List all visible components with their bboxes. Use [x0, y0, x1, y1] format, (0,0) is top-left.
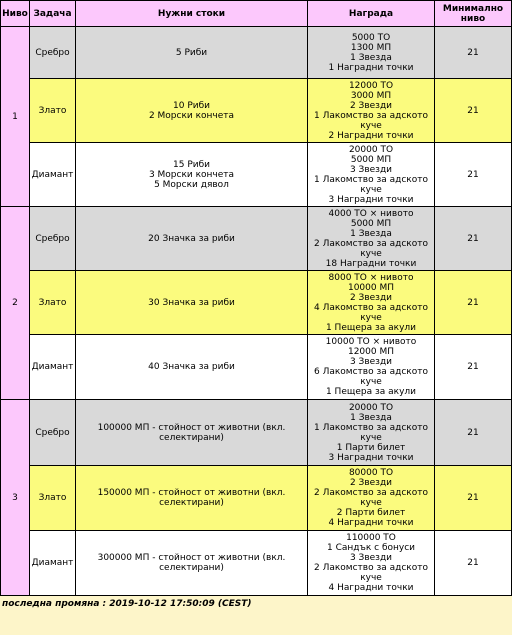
table-row [1, 271, 512, 335]
reward-line: 1 Звезда [350, 52, 392, 63]
reward-line: 12000 ТО [348, 80, 394, 91]
min-level-cell: 21 [435, 335, 512, 400]
header-task: Задача [30, 1, 76, 27]
reward-line: 80000 ТО [348, 468, 394, 478]
min-level-cell: 21 [435, 531, 512, 596]
task-cell: Злато [30, 271, 76, 335]
reward-line: 2 Лакомство за адското куче [313, 238, 428, 259]
reward-line: 6 Лакомство за адското куче [313, 367, 428, 387]
min-level-cell: 21 [435, 143, 512, 207]
reward-line: 1 Звезда [350, 412, 392, 423]
reward-cell [308, 143, 435, 207]
required-cell [76, 335, 308, 400]
reward-line: 2 Лакомство за адското куче [313, 563, 428, 583]
level-cell: 2 [1, 207, 30, 400]
table-row [1, 79, 512, 143]
min-level-cell: 21 [435, 207, 512, 271]
required-cell [76, 531, 308, 596]
task-cell: Диамант [30, 143, 76, 207]
table-row [1, 207, 512, 271]
reward-line: 2 Наградни точки [328, 130, 414, 141]
last-modified-footer: последна промяна : 2019-10-12 17:50:09 (CEST) [2, 599, 252, 609]
required-cell [76, 466, 308, 531]
reward-line: 10000 МП [347, 282, 395, 293]
task-cell: Злато [30, 79, 76, 143]
reward-line: 12000 МП [347, 347, 395, 357]
reward-line: 1 Лакомство за адското куче [313, 174, 428, 195]
reward-line: 4000 ТО × нивото [328, 208, 414, 219]
reward-cell [308, 207, 435, 271]
required-line: 20 Значка за риби [148, 233, 235, 244]
required-line: 40 Значка за риби [148, 362, 235, 372]
required-line: 5 Морски дявол [154, 179, 229, 190]
required-line: 10 Риби [173, 100, 210, 111]
reward-line: 20000 ТО [348, 402, 394, 413]
required-line: 5 Риби [175, 47, 208, 58]
reward-line: 1 Парти билет [336, 442, 406, 453]
reward-line: 18 Наградни точки [325, 258, 417, 269]
required-line: 300000 МП - стойност от животни (вкл. селектирани) [97, 553, 286, 573]
task-cell: Диамант [30, 531, 76, 596]
task-cell: Сребро [30, 27, 76, 79]
reward-line: 5000 МП [350, 154, 392, 165]
reward-line: 2 Звезди [349, 100, 393, 111]
reward-line: 3 Звезди [349, 553, 393, 563]
reward-line: 4 Лакомство за адското куче [313, 302, 428, 323]
table-row [1, 466, 512, 531]
required-cell [76, 207, 308, 271]
table-row [1, 400, 512, 466]
level-cell: 1 [1, 27, 30, 207]
header-row [1, 1, 512, 27]
reward-line: 1 Звезда [350, 228, 392, 239]
required-cell [76, 79, 308, 143]
task-cell: Сребро [30, 207, 76, 271]
task-cell: Злато [30, 466, 76, 531]
reward-line: 3 Звезди [349, 164, 393, 175]
reward-line: 3 Наградни точки [328, 194, 414, 205]
required-line: 100000 МП - стойност от животни (вкл. селектирани) [97, 422, 286, 443]
task-cell: Сребро [30, 400, 76, 466]
level-cell: 3 [1, 400, 30, 596]
reward-line: 5000 ТО [351, 32, 391, 43]
reward-cell [308, 531, 435, 596]
reward-line: 4 Наградни точки [328, 518, 414, 528]
reward-cell [308, 400, 435, 466]
reward-line: 5000 МП [350, 218, 392, 229]
reward-cell [308, 466, 435, 531]
reward-line: 2 Парти билет [336, 508, 406, 518]
required-line: 3 Морски кончета [148, 169, 235, 180]
reward-line: 110000 ТО [346, 533, 396, 543]
min-level-cell: 21 [435, 271, 512, 335]
reward-line: 1 Сандък с бонуси [326, 543, 416, 553]
reward-cell [308, 271, 435, 335]
required-line: 150000 МП - стойност от животни (вкл. селектирани) [97, 488, 286, 508]
reward-line: 3000 МП [350, 90, 392, 101]
reward-line: 8000 ТО × нивото [328, 272, 414, 283]
reward-line: 3 Наградни точки [328, 452, 414, 463]
reward-line: 1 Пещера за акули [325, 387, 417, 397]
table-row [1, 335, 512, 400]
reward-line: 1 Наградни точки [328, 62, 414, 73]
reward-line: 1 Лакомство за адското куче [313, 110, 428, 131]
header-required: Нужни стоки [76, 1, 308, 27]
reward-line: 1 Пещера за акули [325, 322, 417, 333]
required-line: 2 Морски кончета [148, 110, 235, 121]
header-min-level: Минимално ниво [435, 1, 512, 27]
required-line: 15 Риби [173, 159, 210, 170]
required-cell [76, 143, 308, 207]
reward-line: 1 Лакомство за адското куче [313, 422, 428, 443]
min-level-cell: 21 [435, 79, 512, 143]
min-level-cell: 21 [435, 400, 512, 466]
task-cell: Диамант [30, 335, 76, 400]
table-row [1, 143, 512, 207]
reward-line: 2 Лакомство за адското куче [313, 488, 428, 508]
reward-cell [308, 335, 435, 400]
required-cell [76, 271, 308, 335]
reward-cell [308, 27, 435, 79]
reward-line: 2 Звезди [349, 292, 393, 303]
required-cell [76, 400, 308, 466]
reward-line: 20000 ТО [348, 144, 394, 155]
reward-line: 10000 ТО × нивото [325, 337, 417, 347]
reward-cell [308, 79, 435, 143]
table-row [1, 27, 512, 79]
header-reward: Награда [308, 1, 435, 27]
required-cell [76, 27, 308, 79]
min-level-cell: 21 [435, 466, 512, 531]
required-line: 30 Значка за риби [148, 297, 235, 308]
reward-line: 3 Звезди [349, 357, 393, 367]
header-level: Ниво [1, 1, 30, 27]
table-row [1, 531, 512, 596]
min-level-cell: 21 [435, 27, 512, 79]
reward-line: 1300 МП [350, 42, 392, 53]
reward-line: 4 Наградни точки [328, 583, 414, 593]
reward-line: 2 Звезди [349, 478, 393, 488]
